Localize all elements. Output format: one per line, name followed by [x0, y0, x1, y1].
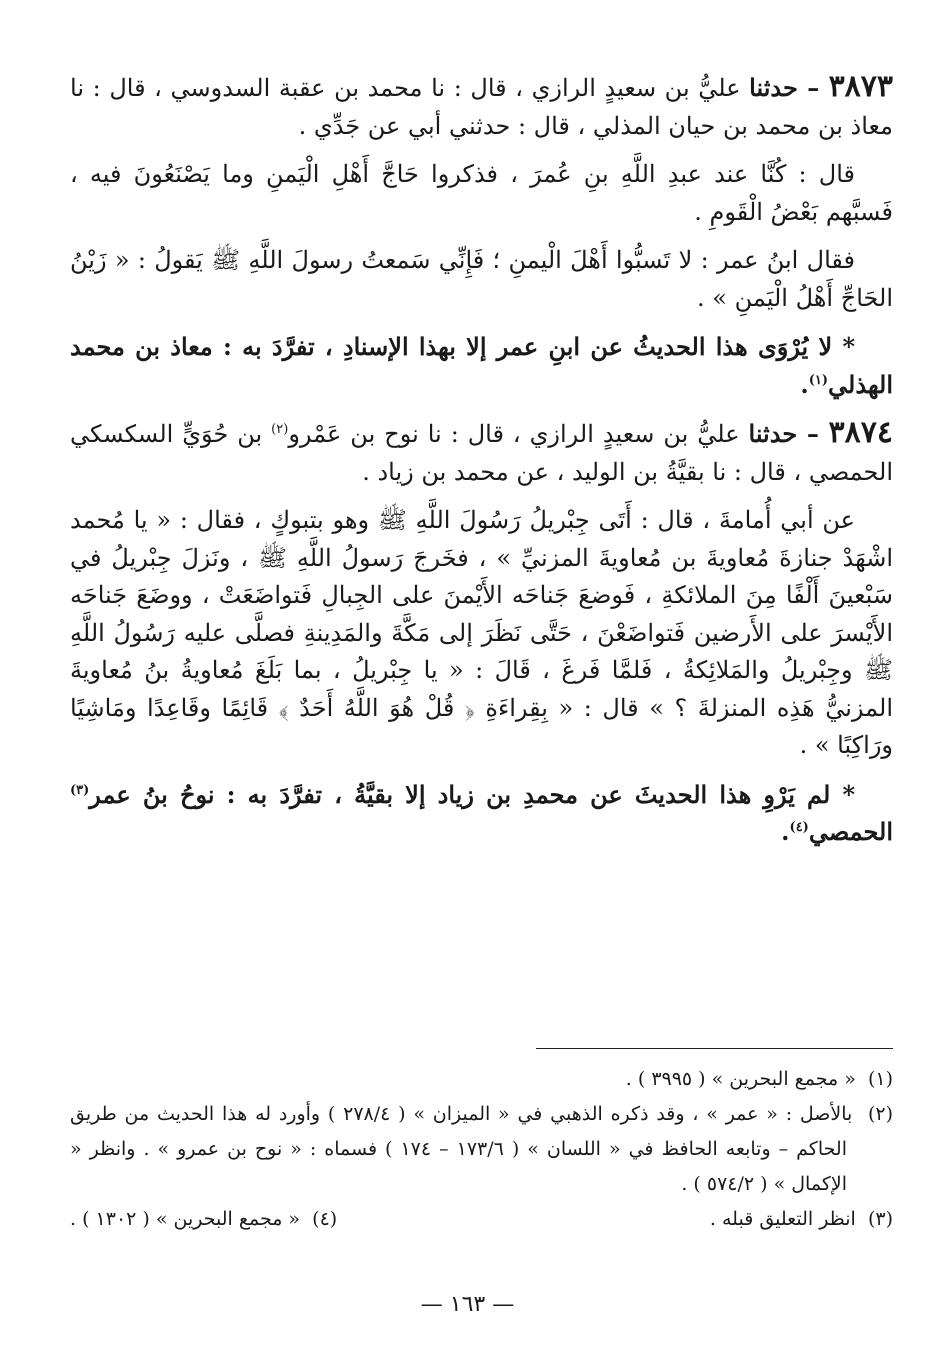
hadith-lead: حدثنا — [749, 73, 798, 102]
hadith-number: ٣٨٧٤ — [828, 415, 893, 450]
footnote-text: انظر التعليق قبله . — [709, 1208, 856, 1230]
footnote-3 — [710, 1202, 893, 1237]
footnote-row-3-4 — [70, 1202, 893, 1237]
note-text: لا يُرْوَى هذا الحديثُ عن ابنِ عمر إلا بهذا الإسنادِ ، تفرَّدَ به : معاذ بن محمد الهذلي — [70, 332, 893, 399]
main-text — [70, 68, 893, 862]
page-number: — ١٦٣ — — [420, 1292, 515, 1317]
footnote-ref: (٢) — [271, 422, 289, 437]
footnote-text: « مجمع البحرين » ( ٣٩٩٥ ) . — [625, 1068, 856, 1090]
hadith-dash: – — [797, 73, 829, 102]
hadith-3874-paragraph-1: عن أبي أُمامةَ ، قال : أَتَى جِبْريلُ رَسُولَ اللَّهِ ﷺ وهو بتبوكٍ ، فقال : « يا مُحمد اشْهَدْ جنازةَ مُعاويةَ بن مُعاويةَ المزنيِّ » ، فخَرجَ رَسولُ اللَّهِ ﷺ ، ونَزلَ جِبْريلُ في سَبْعينَ أَلْفًا مِنَ الملائكةِ ، فَوضعَ جَناحَه الأَيْمنَ على الجِبالِ فَتواضَعَتْ ، ووضَعَ جَناحَه الأَيْسرَ على الأَرضين فَتواضَعْنَ ، حَتَّى نَظَرَ إلى مَكَّةَ والمَدِينةِ فصلَّى عليه رَسُولُ اللَّهِ ﷺ وجِبْريلُ والمَلائِكةُ ، فَلمَّا فَرغَ ، قَالَ : « يا جِبْريلُ ، بما بَلَغَ مُعاويةُ بنُ مُعاويةَ المزنيُّ هَذِه المنزلةَ ؟ » قال : « بِقِراءَةِ ﴿ قُلْ هُوَ اللَّهُ أَحَدٌ ﴾ قَائِمًا وقَاعِدًا ومَاشِيًا ورَاكِبًا » . — [70, 506, 893, 759]
footnote-4 — [70, 1202, 337, 1237]
hadith-number: ٣٨٧٣ — [828, 69, 894, 104]
footnote-number: (٣) — [867, 1208, 893, 1230]
isnad-text: عليُّ بن سعيدٍ الرازي ، قال : نا محمد بن عقبة السدوسي ، قال : نا معاذ بن محمد بن حيان المذلي ، قال : حدثني أبي عن جَدِّي . — [70, 74, 893, 140]
footnote-ref: (١) — [808, 372, 829, 388]
note-end: . — [781, 817, 790, 846]
isnad-text-cont: بن حُوَيٍّ السكسكي الحمصي ، قال : نا بقيَّةُ بن الوليد ، عن محمد بن زياد . — [70, 420, 893, 486]
star-marker: * — [830, 779, 856, 809]
star-marker: * — [832, 332, 855, 361]
hadith-3873-paragraph-2: فقال ابنُ عمر : لا تَسبُّوا أَهْلَ الْيمنِ ؛ فَإِنِّي سَمعتُ رسولَ اللَّهِ ﷺ يَقولُ : « زَيْنُ الحَاجِّ أَهْلُ الْيَمنِ » . — [70, 246, 893, 312]
footnote-number: (١) — [867, 1068, 893, 1090]
hadith-3873-note — [70, 328, 893, 403]
footnote-number: (٤) — [312, 1208, 338, 1230]
isnad-text: عليُّ بن سعيدٍ الرازي ، قال : نا نوح بن عَمْرو — [288, 420, 749, 448]
hadith-3874-note — [70, 776, 893, 851]
footnote-ref: (٣) — [70, 782, 90, 798]
hadith-3874-isnad — [70, 414, 893, 491]
footnote-ref: (٤) — [789, 820, 809, 835]
footnotes — [70, 1062, 893, 1237]
footnote-1 — [70, 1062, 893, 1097]
hadith-3873-paragraph-1: قال : كُنَّا عند عبدِ اللَّهِ بنِ عُمرَ ، فذكروا حَاجَّ أَهْلِ الْيَمنِ وما يَصْنَعُونَ فيه ، فَسبَّهم بَعْضُ الْقَومِ . — [70, 160, 893, 226]
footnote-number: (٢) — [867, 1103, 893, 1125]
note-text: لم يَرْوِ هذا الحديثَ عن محمدِ بن زياد إلا بقيَّةُ ، تفرَّدَ به : نوحُ بنُ عمر — [89, 779, 831, 809]
hadith-lead: حدثنا — [748, 419, 798, 448]
footnote-text: « مجمع البحرين » ( ١٣٠٢ ) . — [70, 1208, 301, 1230]
hadith-3873-isnad — [70, 68, 893, 145]
footnote-text: بالأصل : « عمر » ، وقد ذكره الذهبي في « الميزان » ( ٢٧٨/٤ ) وأورد له هذا الحديث من طريق الحاكم – وتابعه الحافظ في « اللسان » ( ١٧٣/٦ – ١٧٤ ) فسماه : « نوح بن عمرو » . وانظر « الإكمال » ( ٥٧٤/٢ ) . — [70, 1103, 853, 1195]
note-end: . — [800, 369, 809, 399]
footnote-separator — [536, 1048, 893, 1049]
note-text-cont: الحمصي — [808, 817, 893, 846]
hadith-dash: – — [797, 419, 829, 448]
footnote-2 — [70, 1097, 893, 1202]
